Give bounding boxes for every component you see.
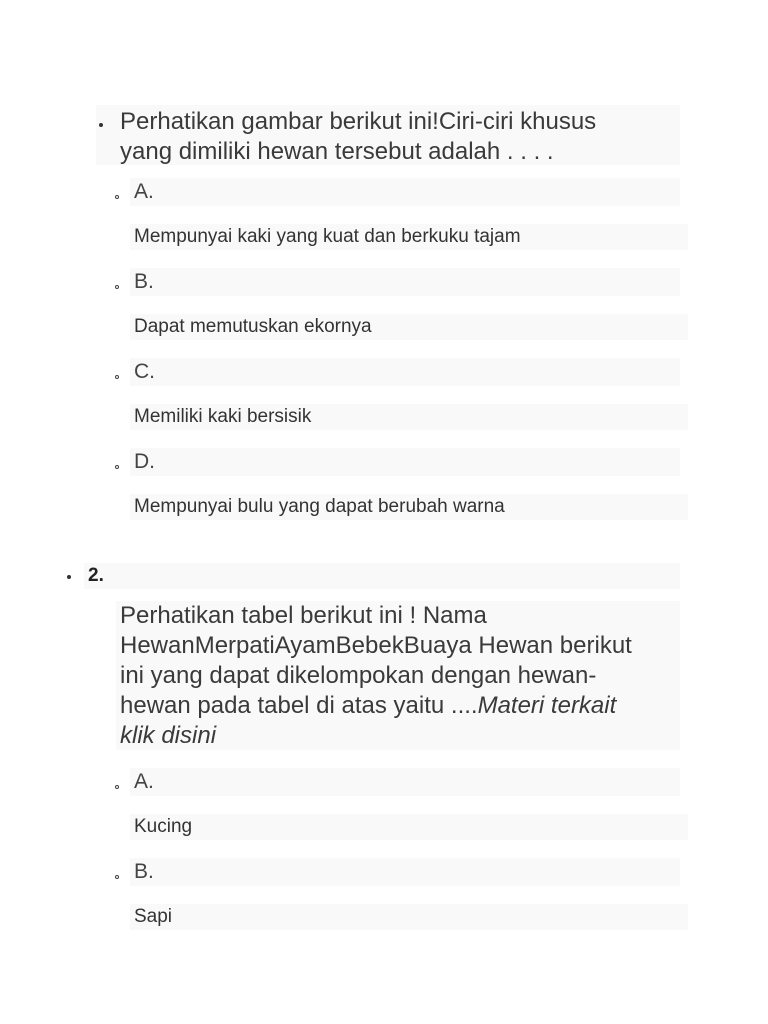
- question-2-number-bg: [84, 563, 680, 589]
- question-2-text-line-2: HewanMerpatiAyamBebekBuaya Hewan berikut: [120, 632, 632, 659]
- q2-option-b-answer-bg: [130, 904, 688, 930]
- option-c-answer[interactable]: Memiliki kaki bersisik: [134, 406, 312, 427]
- option-c-bg: [130, 358, 680, 386]
- option-a-answer[interactable]: Mempunyai kaki yang kuat dan berkuku tajam: [134, 226, 521, 247]
- circle-bullet-icon: [115, 195, 119, 199]
- q2-option-b-letter[interactable]: B.: [134, 860, 154, 883]
- circle-bullet-icon: [115, 375, 119, 379]
- option-b-answer[interactable]: Dapat memutuskan ekornya: [134, 316, 372, 337]
- bullet-icon: [67, 575, 71, 579]
- circle-bullet-icon: [115, 285, 119, 289]
- option-d-letter[interactable]: D.: [134, 450, 155, 473]
- related-material-link[interactable]: Materi terkait: [477, 692, 617, 719]
- question-1-text-line-1: Perhatikan gambar berikut ini!Ciri-ciri khusus: [120, 108, 597, 135]
- question-2-text-line-1: Perhatikan tabel berikut ini ! Nama: [120, 602, 487, 629]
- q2-option-a-letter[interactable]: A.: [134, 770, 154, 793]
- question-2-text-line-5: [120, 721, 216, 751]
- circle-bullet-icon: [115, 465, 119, 469]
- bullet-icon: [99, 123, 103, 127]
- option-d-answer[interactable]: Mempunyai bulu yang dapat berubah warna: [134, 496, 505, 517]
- circle-bullet-icon: [115, 785, 119, 789]
- question-1-text-line-2: yang dimiliki hewan tersebut adalah . . . .: [120, 138, 554, 165]
- q2-option-b-bg: [130, 858, 680, 886]
- option-d-bg: [130, 448, 680, 476]
- q2-option-b-answer[interactable]: Sapi: [134, 906, 173, 927]
- q2-option-a-bg: [130, 768, 680, 796]
- question-2-text-line-3: ini yang dapat dikelompokan dengan hewan-: [120, 662, 597, 689]
- q2-option-a-answer[interactable]: Kucing: [134, 816, 193, 837]
- option-a-letter[interactable]: A.: [134, 180, 154, 203]
- option-b-letter[interactable]: B.: [134, 270, 154, 293]
- circle-bullet-icon: [115, 875, 119, 879]
- click-here-link[interactable]: klik disini: [120, 722, 217, 749]
- question-2-text-plain: hewan pada tabel di atas yaitu ....: [120, 692, 478, 719]
- q2-option-a-answer-bg: [130, 814, 688, 840]
- question-2-text-line-4: [120, 691, 616, 721]
- option-c-letter[interactable]: C.: [134, 360, 155, 383]
- option-b-bg: [130, 268, 680, 296]
- question-2-number: 2.: [88, 565, 104, 586]
- option-a-bg: [130, 178, 680, 206]
